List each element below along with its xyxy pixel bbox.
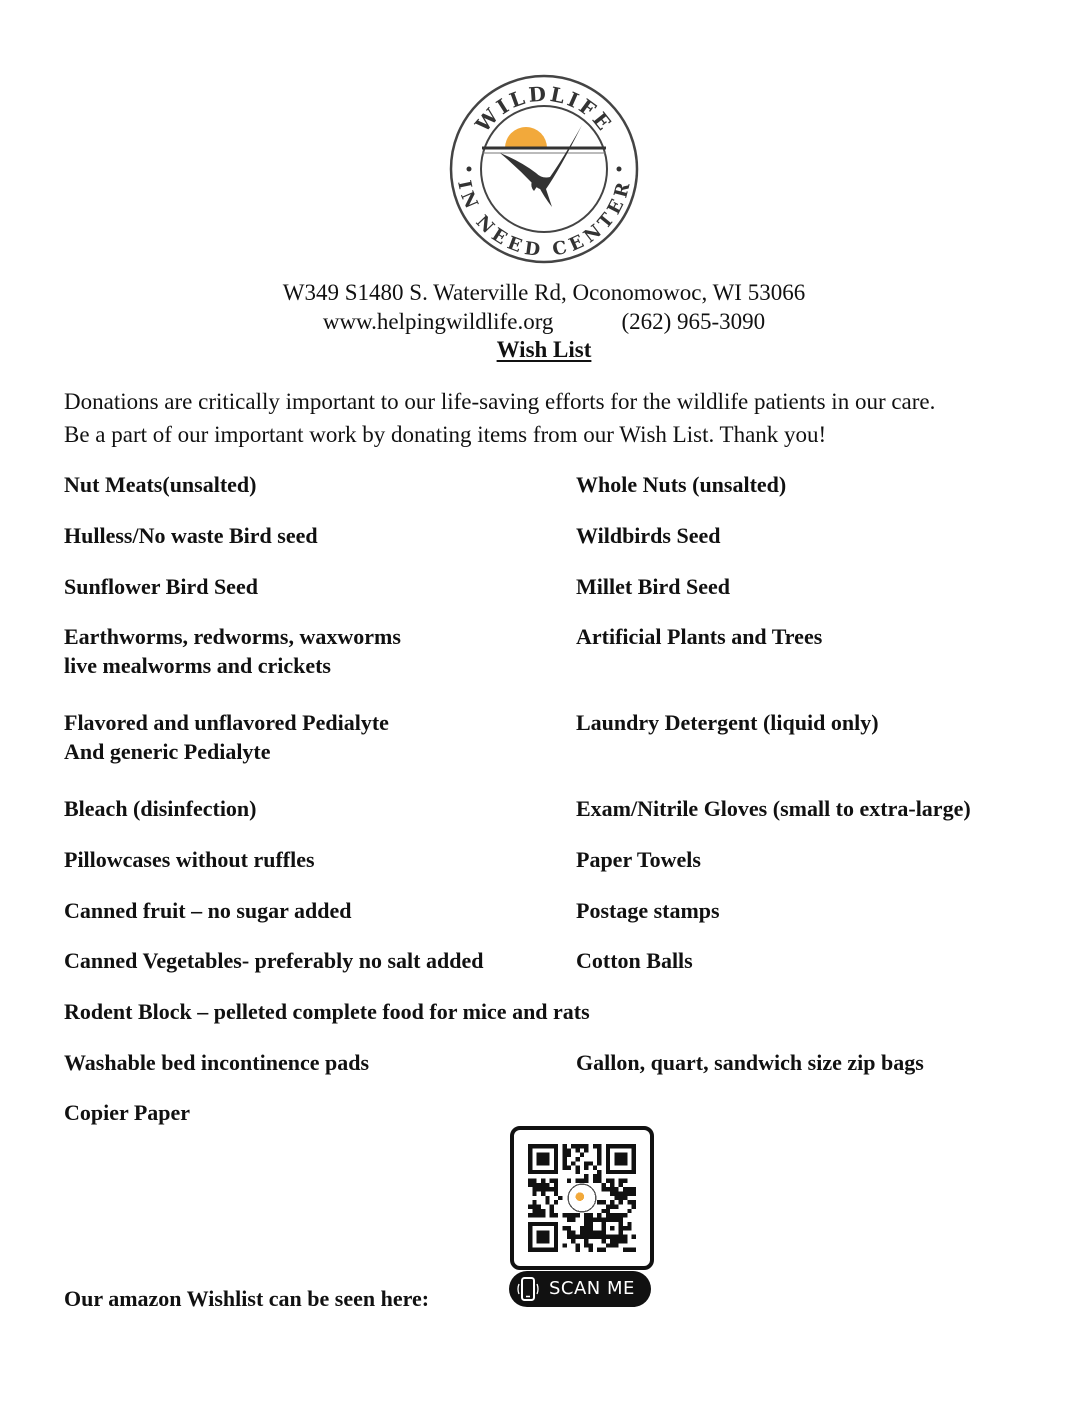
page-title: Wish List xyxy=(496,337,592,362)
phone-number: (262) 965-3090 xyxy=(621,309,766,334)
scan-me-label: SCAN ME xyxy=(549,1278,635,1299)
wish-item: Rodent Block – pelleted complete food for mice and rats xyxy=(64,999,590,1024)
wish-item: Copier Paper xyxy=(64,1100,191,1125)
address-line: W349 S1480 S. Waterville Rd, Oconomowoc, WI 53066 xyxy=(282,280,806,305)
phone-icon xyxy=(517,1276,539,1302)
wish-item: Laundry Detergent (liquid only) xyxy=(576,710,879,735)
wish-item: Whole Nuts (unsalted) xyxy=(576,472,787,497)
logo-bottom-text: IN NEED CENTER xyxy=(453,178,636,262)
website-link[interactable]: www.helpingwildlife.org xyxy=(322,309,554,334)
svg-text:WILDLIFE xyxy=(470,82,618,138)
wildlife-in-need-center-logo xyxy=(448,73,640,265)
wish-item: Nut Meats(unsalted) xyxy=(64,472,257,497)
wish-item: Wildbirds Seed xyxy=(576,523,721,548)
logo-top-text: WILDLIFE xyxy=(470,81,618,137)
wish-item: Exam/Nitrile Gloves (small to extra-large) xyxy=(576,796,971,821)
wish-item: Paper Towels xyxy=(576,847,701,872)
wish-item: Pillowcases without ruffles xyxy=(64,847,315,872)
qr-code-icon xyxy=(528,1144,636,1252)
wish-item: Sunflower Bird Seed xyxy=(64,574,258,599)
wish-item: Bleach (disinfection) xyxy=(64,796,257,821)
intro-line-2: Be a part of our important work by donating items from our Wish List. Thank you! xyxy=(64,422,827,447)
wish-item: live mealworms and crickets xyxy=(64,653,331,678)
intro-line-1: Donations are critically important to our life-saving efforts for the wildlife patients in our care. xyxy=(64,389,936,414)
wish-item: Postage stamps xyxy=(576,898,720,923)
wish-item: Hulless/No waste Bird seed xyxy=(64,523,318,548)
wish-item: Artificial Plants and Trees xyxy=(576,624,823,649)
wish-item: Gallon, quart, sandwich size zip bags xyxy=(576,1050,924,1075)
scan-me-badge xyxy=(509,1271,651,1307)
wish-item: And generic Pedialyte xyxy=(64,739,271,764)
wish-item: Washable bed incontinence pads xyxy=(64,1050,370,1075)
wish-item: Flavored and unflavored Pedialyte xyxy=(64,710,389,735)
wish-item: Canned Vegetables- preferably no salt added xyxy=(64,948,484,973)
wish-item: Canned fruit – no sugar added xyxy=(64,898,352,923)
amazon-wishlist-text: Our amazon Wishlist can be seen here: xyxy=(64,1286,430,1311)
bird-over-sunset-icon xyxy=(482,125,606,207)
wish-item: Earthworms, redworms, waxworms xyxy=(64,624,401,649)
amazon-wishlist-qr[interactable] xyxy=(510,1126,654,1270)
wish-item: Millet Bird Seed xyxy=(576,574,730,599)
contact-line xyxy=(0,309,1088,335)
wish-item: Cotton Balls xyxy=(576,948,693,973)
